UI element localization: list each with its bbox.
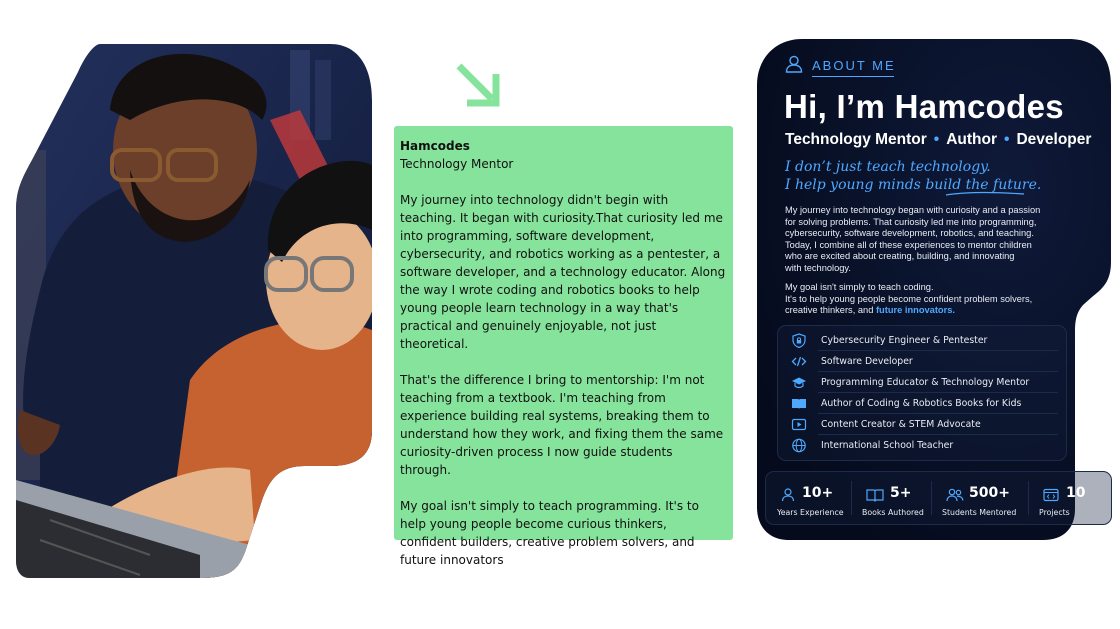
goal-highlight: future innovators. [875, 305, 955, 316]
bio-title: Technology Mentor [400, 157, 514, 171]
credential-label: Author of Coding & Robotics Books for Kids [821, 398, 1022, 409]
intro-line: with technology. [785, 262, 851, 273]
stat-value: 5+ [890, 485, 912, 501]
tagline-line: I help young minds build the future. [785, 177, 1042, 193]
stat-label: Years Experience [777, 508, 844, 517]
person-icon [781, 487, 795, 506]
goal-line [785, 305, 1085, 317]
credential-label: International School Teacher [821, 440, 954, 451]
stats-bar [765, 471, 1112, 525]
credential-item [778, 351, 1066, 372]
intro-line: for solving problems. That curiosity led me into programming, [785, 216, 1037, 227]
role-item: Developer [1016, 131, 1092, 148]
profile-goal [785, 282, 1085, 317]
bio-paragraph: My journey into technology didn't begin with teaching. It began with curiosity.That curiosity led me into programming, software development, cybersecurity, and robotics working as a pentester, a software developer, and a technology educator. Along the way I wrote coding and robotics books to help young people learn technology in a way that's practical and genuinely enjoyable, not just theoretical. [400, 193, 726, 351]
role-item: Author [946, 131, 998, 148]
profile-roles: Technology Mentor • Author • Developer [785, 131, 1092, 148]
bio-paragraph: That's the difference I bring to mentorship: I'm not teaching from a textbook. I'm teaching from experience building real systems, breaking them to understand how they work, and fixing them the same curiosity-driven process I now guide students through. [400, 373, 724, 477]
stat-value: 10 [1066, 485, 1086, 501]
stat-label: Books Authored [862, 508, 924, 517]
open-book-icon [791, 396, 807, 411]
stat-item [766, 472, 850, 524]
credential-item [778, 393, 1066, 414]
section-underline [812, 76, 894, 77]
stat-label: Students Mentored [942, 508, 1017, 517]
credentials-list [777, 325, 1067, 461]
code-icon [791, 354, 807, 369]
stat-label: Projects [1039, 508, 1070, 517]
goal-line: My goal isn't simply to teach coding. [785, 282, 934, 292]
arrow-down-right-icon [452, 60, 502, 108]
stat-value: 10+ [802, 485, 834, 501]
group-icon [946, 487, 964, 506]
bio-paragraph: My goal isn't simply to teach programming. It's to help young people become curious thinkers, confident builders, creative problem solvers, and future innovators [400, 499, 699, 567]
stat-value: 500+ [969, 485, 1010, 501]
mentor-student-photo [0, 0, 380, 600]
goal-line: It's to help young people become confident problem solvers, [785, 293, 1033, 304]
credential-label: Programming Educator & Technology Mentor [821, 377, 1030, 388]
graduation-cap-icon [791, 375, 807, 390]
goal-text: creative thinkers, and [785, 305, 876, 316]
tagline-line: I don’t just teach technology. [785, 159, 991, 175]
play-video-icon [791, 417, 807, 432]
globe-icon [791, 438, 807, 453]
book-icon [866, 487, 884, 506]
bio-name: Hamcodes [400, 139, 470, 153]
intro-line: cybersecurity, software development, robotics, and teaching. [785, 228, 1034, 239]
profile-heading: Hi, I’m Hamcodes [784, 88, 1064, 125]
intro-line: My journey into technology began with curiosity and a passion [785, 205, 1041, 215]
about-me-panel [757, 37, 1115, 542]
tagline-underline [945, 191, 1025, 197]
user-icon [785, 55, 803, 77]
section-label: ABOUT ME [812, 58, 896, 73]
credential-label: Content Creator & STEM Advocate [821, 419, 981, 430]
stat-item [932, 472, 1028, 524]
code-window-icon [1043, 487, 1059, 506]
credential-item [778, 372, 1066, 393]
shield-lock-icon [791, 333, 807, 348]
profile-tagline [785, 158, 1041, 194]
stat-item [1029, 472, 1112, 524]
intro-line: who are excited about creating, building, and innovating [785, 251, 1015, 262]
credential-label: Software Developer [821, 356, 913, 367]
credential-label: Cybersecurity Engineer & Pentester [821, 335, 988, 346]
intro-line: Today, I combine all of these experiences to mentor children [785, 239, 1032, 250]
credential-item [778, 330, 1066, 351]
profile-intro [785, 205, 1075, 275]
bio-card [394, 126, 733, 567]
stat-item [852, 472, 932, 524]
credential-item [778, 414, 1066, 435]
role-item: Technology Mentor [785, 131, 927, 148]
credential-item [778, 435, 1066, 456]
